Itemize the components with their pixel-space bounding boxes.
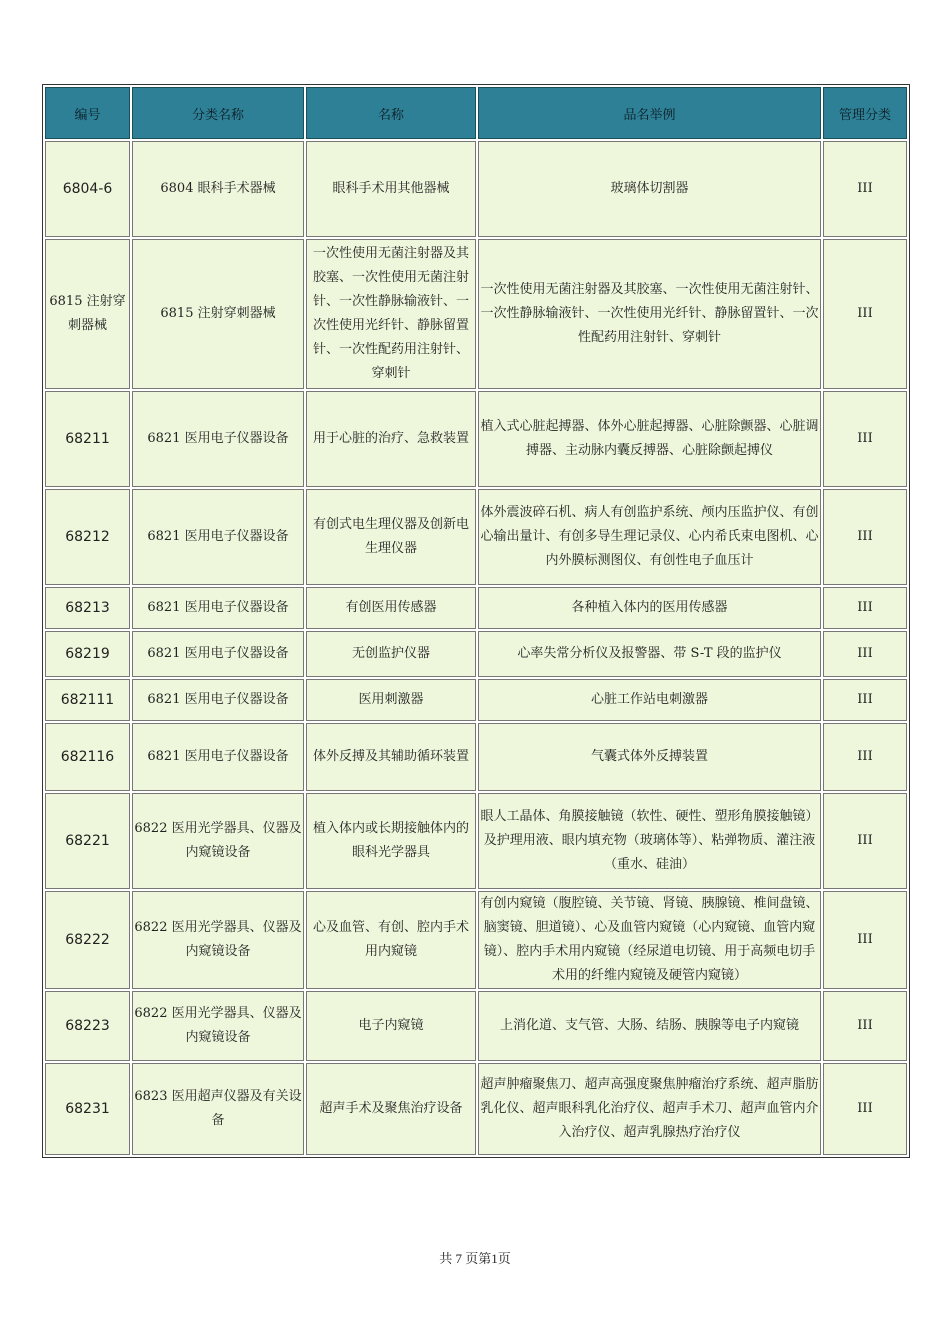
- table-row: [45, 631, 907, 677]
- table-row: [45, 1063, 907, 1155]
- cell-category: 6822 医用光学器具、仪器及内窥镜设备: [132, 891, 304, 989]
- cell-class: III: [823, 391, 907, 487]
- cell-category: 6821 医用电子仪器设备: [132, 723, 304, 791]
- cell-name: 无创监护仪器: [306, 631, 476, 677]
- cell-examples: 眼人工晶体、角膜接触镜（软性、硬性、塑形角膜接触镜）及护理用液、眼内填充物（玻璃体等）、粘弹物质、灌注液（重水、硅油）: [478, 793, 821, 889]
- cell-examples: 超声肿瘤聚焦刀、超声高强度聚焦肿瘤治疗系统、超声脂肪乳化仪、超声眼科乳化治疗仪、超声手术刀、超声血管内介入治疗仪、超声乳腺热疗治疗仪: [478, 1063, 821, 1155]
- cell-name: 有创式电生理仪器及创新电生理仪器: [306, 489, 476, 585]
- cell-class: III: [823, 991, 907, 1061]
- cell-code: 68211: [45, 391, 130, 487]
- cell-category: 6822 医用光学器具、仪器及内窥镜设备: [132, 991, 304, 1061]
- cell-name: 一次性使用无菌注射器及其胶塞、一次性使用无菌注射针、一次性静脉输液针、一次性使用光纤针、静脉留置针、一次性配药用注射针、穿刺针: [306, 239, 476, 389]
- cell-examples: 玻璃体切割器: [478, 141, 821, 237]
- page-footer: 共 7 页第1页: [439, 1251, 511, 1266]
- cell-category: 6804 眼科手术器械: [132, 141, 304, 237]
- cell-class: III: [823, 891, 907, 989]
- cell-code: 6815 注射穿刺器械: [45, 239, 130, 389]
- cell-class: III: [823, 239, 907, 389]
- header-code: 编号: [45, 87, 130, 139]
- cell-code: 68213: [45, 587, 130, 629]
- cell-name: 医用刺激器: [306, 679, 476, 721]
- table-row: [45, 141, 907, 237]
- cell-examples: 一次性使用无菌注射器及其胶塞、一次性使用无菌注射针、一次性静脉输液针、一次性使用光纤针、静脉留置针、一次性配药用注射针、穿刺针: [478, 239, 821, 389]
- table-row: [45, 679, 907, 721]
- device-classification-table: [42, 84, 910, 1158]
- cell-examples: 有创内窥镜（腹腔镜、关节镜、肾镜、胰腺镜、椎间盘镜、脑窦镜、胆道镜）、心及血管内窥镜（心内窥镜、血管内窥镜）、腔内手术用内窥镜（经尿道电切镜、用于高频电切手术用的纤维内窥镜及硬管内窥镜）: [478, 891, 821, 989]
- cell-category: 6821 医用电子仪器设备: [132, 679, 304, 721]
- cell-category: 6815 注射穿刺器械: [132, 239, 304, 389]
- cell-class: III: [823, 1063, 907, 1155]
- cell-code: 68221: [45, 793, 130, 889]
- cell-code: 682116: [45, 723, 130, 791]
- cell-examples: 心脏工作站电刺激器: [478, 679, 821, 721]
- cell-code: 68212: [45, 489, 130, 585]
- cell-code: 682111: [45, 679, 130, 721]
- cell-code: 68231: [45, 1063, 130, 1155]
- cell-class: III: [823, 723, 907, 791]
- cell-name: 有创医用传感器: [306, 587, 476, 629]
- cell-examples: 各种植入体内的医用传感器: [478, 587, 821, 629]
- header-name: 名称: [306, 87, 476, 139]
- table-row: [45, 587, 907, 629]
- cell-category: 6821 医用电子仪器设备: [132, 631, 304, 677]
- cell-class: III: [823, 631, 907, 677]
- table-row: [45, 891, 907, 989]
- cell-name: 眼科手术用其他器械: [306, 141, 476, 237]
- cell-name: 植入体内或长期接触体内的眼科光学器具: [306, 793, 476, 889]
- cell-class: III: [823, 793, 907, 889]
- cell-class: III: [823, 587, 907, 629]
- cell-name: 心及血管、有创、腔内手术用内窥镜: [306, 891, 476, 989]
- cell-class: III: [823, 141, 907, 237]
- cell-category: 6822 医用光学器具、仪器及内窥镜设备: [132, 793, 304, 889]
- cell-category: 6821 医用电子仪器设备: [132, 587, 304, 629]
- cell-category: 6821 医用电子仪器设备: [132, 391, 304, 487]
- table-row: [45, 991, 907, 1061]
- cell-code: 68219: [45, 631, 130, 677]
- cell-examples: 心率失常分析仪及报警器、带 S-T 段的监护仪: [478, 631, 821, 677]
- header-class: 管理分类: [823, 87, 907, 139]
- cell-code: 68222: [45, 891, 130, 989]
- table-row: [45, 793, 907, 889]
- table-row: [45, 239, 907, 389]
- cell-name: 电子内窥镜: [306, 991, 476, 1061]
- classification-table: [43, 85, 909, 1157]
- table-row: [45, 489, 907, 585]
- cell-name: 体外反搏及其辅助循环装置: [306, 723, 476, 791]
- table-header-row: [45, 87, 907, 139]
- cell-name: 超声手术及聚焦治疗设备: [306, 1063, 476, 1155]
- cell-examples: 体外震波碎石机、病人有创监护系统、颅内压监护仪、有创心输出量计、有创多导生理记录仪、心内希氏束电图机、心内外膜标测图仪、有创性电子血压计: [478, 489, 821, 585]
- table-row: [45, 723, 907, 791]
- cell-class: III: [823, 679, 907, 721]
- cell-examples: 上消化道、支气管、大肠、结肠、胰腺等电子内窥镜: [478, 991, 821, 1061]
- cell-name: 用于心脏的治疗、急救装置: [306, 391, 476, 487]
- cell-category: 6821 医用电子仪器设备: [132, 489, 304, 585]
- cell-category: 6823 医用超声仪器及有关设备: [132, 1063, 304, 1155]
- cell-class: III: [823, 489, 907, 585]
- cell-code: 68223: [45, 991, 130, 1061]
- header-examples: 品名举例: [478, 87, 821, 139]
- cell-examples: 植入式心脏起搏器、体外心脏起搏器、心脏除颤器、心脏调搏器、主动脉内囊反搏器、心脏除颤起搏仪: [478, 391, 821, 487]
- cell-code: 6804-6: [45, 141, 130, 237]
- header-category: 分类名称: [132, 87, 304, 139]
- table-row: [45, 391, 907, 487]
- cell-examples: 气囊式体外反搏装置: [478, 723, 821, 791]
